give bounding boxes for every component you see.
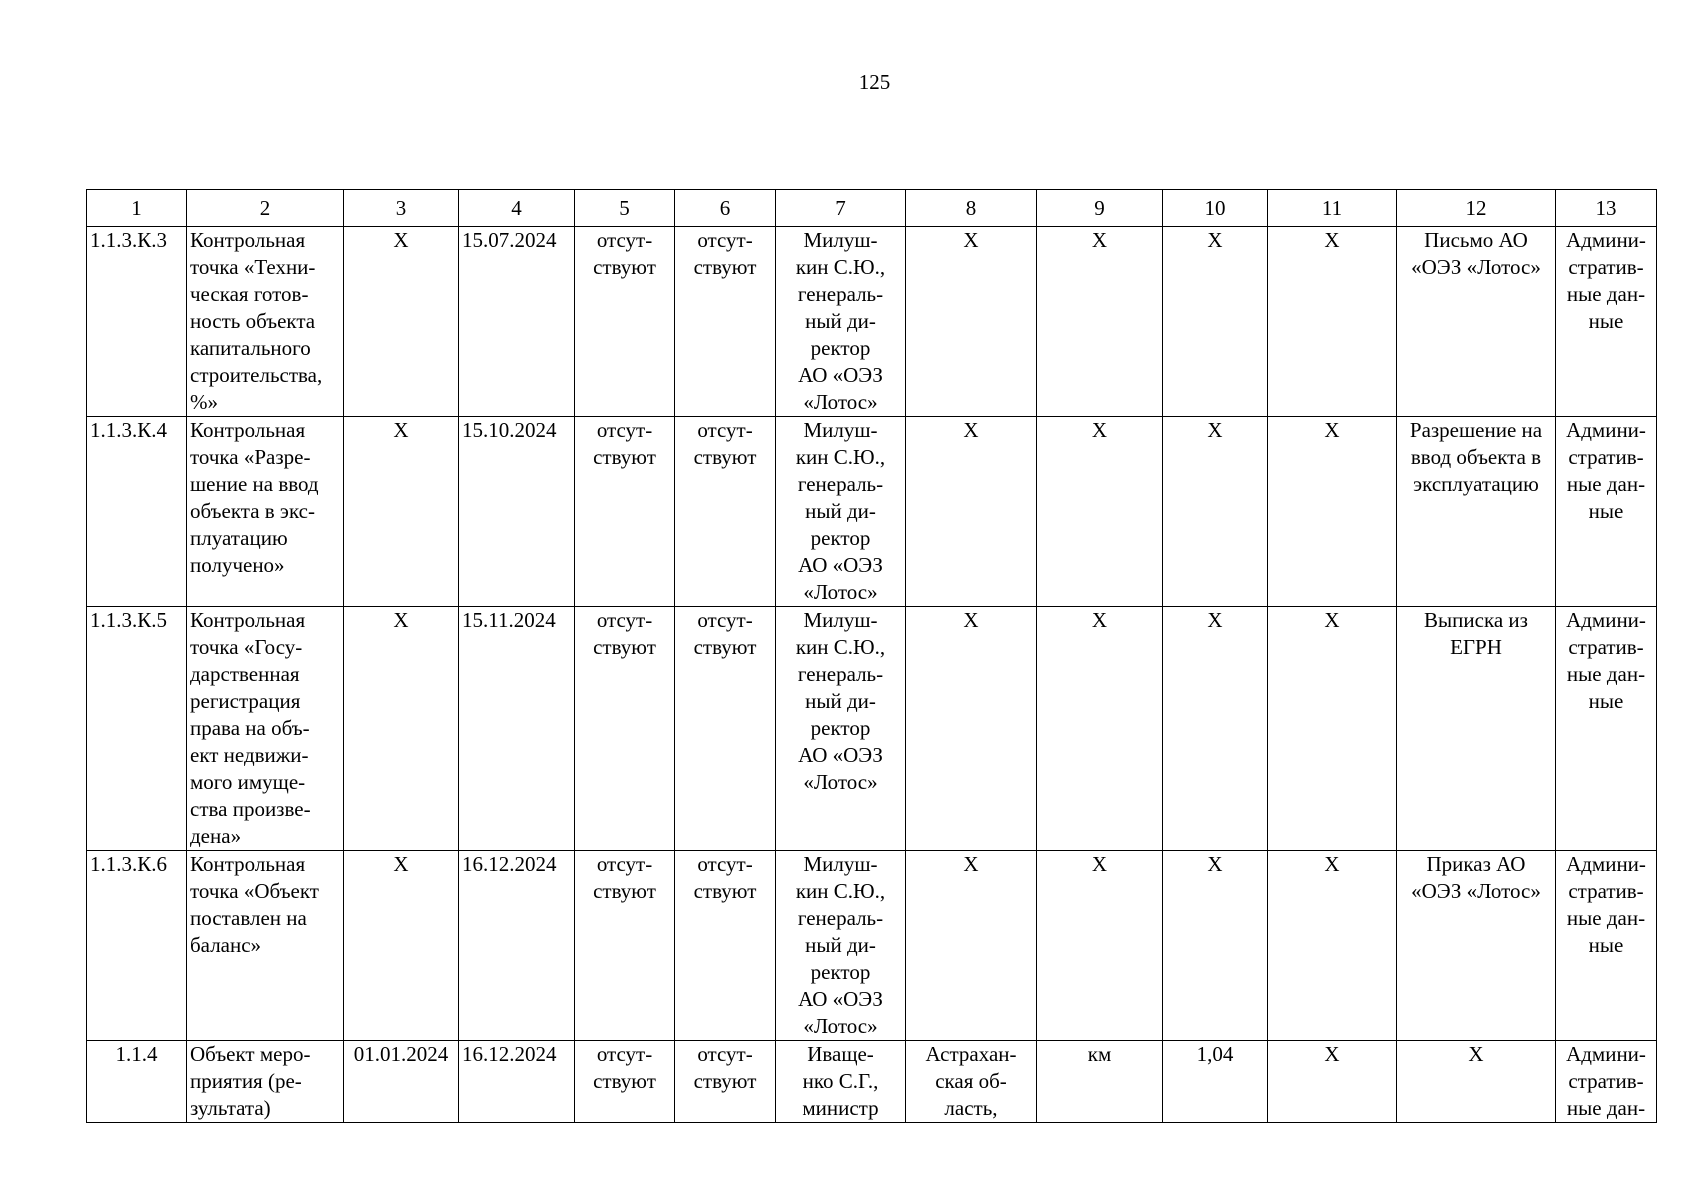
cell-text-line: «Лотос» bbox=[803, 390, 878, 414]
cell-text-line: объекта в экс- bbox=[190, 499, 315, 523]
cell-text-line: дарственная bbox=[190, 662, 300, 686]
table-cell bbox=[1397, 417, 1556, 607]
cell-text-line: АО «ОЭЗ bbox=[798, 743, 883, 767]
cell-text-line: «Лотос» bbox=[803, 580, 878, 604]
cell-text-line: генераль- bbox=[797, 282, 884, 306]
cell-text-line: 1.1.3.К.3 bbox=[90, 228, 168, 252]
table-cell bbox=[87, 227, 187, 417]
cell-text-line: кин С.Ю., bbox=[795, 879, 886, 903]
cell-text-line: ствуют bbox=[693, 255, 757, 279]
table-cell bbox=[1397, 1041, 1556, 1123]
cell-text-line: поставлен на bbox=[190, 906, 307, 930]
cell-text-line: отсут- bbox=[596, 228, 653, 252]
cell-text-line: ректор bbox=[810, 336, 871, 360]
cell-text-line: стратив- bbox=[1568, 635, 1644, 659]
cell-text-line: ект недвижи- bbox=[190, 743, 309, 767]
table-cell bbox=[87, 851, 187, 1041]
table-cell bbox=[906, 607, 1037, 851]
cell-text-line: министр bbox=[802, 1096, 879, 1120]
cell-text-line: Админи- bbox=[1566, 1042, 1646, 1066]
table-cell bbox=[1163, 851, 1268, 1041]
cell-text-line: нко С.Г., bbox=[802, 1069, 879, 1093]
cell-text-line: 1.1.4 bbox=[115, 1042, 158, 1066]
cell-text-line: Х bbox=[1207, 228, 1223, 252]
cell-text-line: Х bbox=[393, 852, 409, 876]
cell-text-line: ные дан- bbox=[1566, 1096, 1646, 1120]
column-header: 2 bbox=[187, 190, 344, 227]
cell-text-line: ректор bbox=[810, 960, 871, 984]
cell-text-line: кин С.Ю., bbox=[795, 445, 886, 469]
cell-text-line: ректор bbox=[810, 716, 871, 740]
cell-text-line: точка «Госу- bbox=[190, 635, 303, 659]
cell-text-line: точка «Техни- bbox=[190, 255, 316, 279]
cell-text-line: ный ди- bbox=[805, 933, 876, 957]
cell-text-line: генераль- bbox=[797, 906, 884, 930]
cell-text-line: дена» bbox=[190, 824, 242, 848]
cell-text-line: Х bbox=[1207, 418, 1223, 442]
table-cell bbox=[187, 1041, 344, 1123]
cell-text-line: Контрольная bbox=[190, 852, 306, 876]
table-cell bbox=[1397, 607, 1556, 851]
table-cell bbox=[1556, 851, 1657, 1041]
cell-text-line: 1,04 bbox=[1196, 1042, 1234, 1066]
cell-text-line: Х bbox=[1324, 852, 1340, 876]
cell-text-line: 01.01.2024 bbox=[353, 1042, 449, 1066]
column-header: 5 bbox=[575, 190, 675, 227]
cell-text-line: 16.12.2024 bbox=[462, 1042, 557, 1066]
table-cell bbox=[344, 851, 459, 1041]
cell-text-line: приятия (ре- bbox=[190, 1069, 302, 1093]
cell-text-line: Милуш- bbox=[803, 608, 878, 632]
cell-text-line: ствуют bbox=[693, 635, 757, 659]
cell-text-line: 1.1.3.К.4 bbox=[90, 418, 168, 442]
cell-text-line: Х bbox=[1324, 608, 1340, 632]
cell-text-line: 15.07.2024 bbox=[462, 228, 557, 252]
cell-text-line: ные дан- bbox=[1566, 662, 1646, 686]
table-cell bbox=[575, 851, 675, 1041]
cell-text-line: Х bbox=[1324, 1042, 1340, 1066]
cell-text-line: Астрахан- bbox=[925, 1042, 1017, 1066]
table-cell bbox=[1268, 417, 1397, 607]
cell-text-line: Х bbox=[963, 228, 979, 252]
cell-text-line: Письмо АО bbox=[1424, 228, 1528, 252]
cell-text-line: ные bbox=[1588, 933, 1624, 957]
table-row bbox=[87, 851, 1657, 1041]
cell-text-line: 1.1.3.К.5 bbox=[90, 608, 168, 632]
cell-text-line: ный ди- bbox=[805, 499, 876, 523]
table-cell bbox=[1397, 851, 1556, 1041]
cell-text-line: отсут- bbox=[697, 228, 753, 252]
cell-text-line: 15.10.2024 bbox=[462, 418, 557, 442]
table-cell bbox=[1556, 1041, 1657, 1123]
cell-text-line: Админи- bbox=[1566, 228, 1646, 252]
cell-text-line: зультата) bbox=[190, 1096, 271, 1120]
cell-text-line: «Лотос» bbox=[803, 770, 878, 794]
cell-text-line: капитального bbox=[190, 336, 311, 360]
cell-text-line: ская об- bbox=[935, 1069, 1007, 1093]
table-cell bbox=[675, 1041, 776, 1123]
cell-text-line: Контрольная bbox=[190, 228, 306, 252]
cell-text-line: кин С.Ю., bbox=[795, 255, 886, 279]
cell-text-line: ствуют bbox=[693, 1069, 757, 1093]
table-cell bbox=[1163, 227, 1268, 417]
table-row bbox=[87, 227, 1657, 417]
cell-text-line: 1.1.3.К.6 bbox=[90, 852, 168, 876]
table-cell bbox=[1268, 607, 1397, 851]
cell-text-line: ный ди- bbox=[805, 309, 876, 333]
table-row bbox=[87, 417, 1657, 607]
table-cell bbox=[1397, 227, 1556, 417]
cell-text-line: отсут- bbox=[596, 418, 653, 442]
cell-text-line: «ОЭЗ «Лотос» bbox=[1411, 879, 1541, 903]
column-header: 7 bbox=[776, 190, 906, 227]
cell-text-line: ный ди- bbox=[805, 689, 876, 713]
cell-text-line: отсут- bbox=[697, 852, 753, 876]
cell-text-line: Админи- bbox=[1566, 418, 1646, 442]
table-cell bbox=[1556, 227, 1657, 417]
table-cell bbox=[1037, 227, 1163, 417]
table-cell bbox=[87, 607, 187, 851]
cell-text-line: отсут- bbox=[697, 418, 753, 442]
table-cell bbox=[459, 1041, 575, 1123]
cell-text-line: Контрольная bbox=[190, 608, 306, 632]
column-header: 4 bbox=[459, 190, 575, 227]
table-cell bbox=[776, 227, 906, 417]
cell-text-line: ласть, bbox=[944, 1096, 998, 1120]
column-header: 13 bbox=[1556, 190, 1657, 227]
table-cell bbox=[87, 1041, 187, 1123]
cell-text-line: ствуют bbox=[693, 879, 757, 903]
cell-text-line: Х bbox=[963, 852, 979, 876]
table-cell bbox=[776, 607, 906, 851]
table-cell bbox=[187, 851, 344, 1041]
cell-text-line: отсут- bbox=[596, 608, 653, 632]
page-number: 125 bbox=[858, 70, 891, 94]
cell-text-line: стратив- bbox=[1568, 255, 1644, 279]
cell-text-line: ствуют bbox=[593, 1069, 656, 1093]
cell-text-line: Х bbox=[1091, 228, 1108, 252]
cell-text-line: ческая готов- bbox=[190, 282, 309, 306]
cell-text-line: Объект меро- bbox=[190, 1042, 311, 1066]
table-cell bbox=[776, 851, 906, 1041]
cell-text-line: Разрешение на bbox=[1409, 418, 1543, 442]
table-cell bbox=[906, 227, 1037, 417]
table-cell bbox=[776, 1041, 906, 1123]
table-cell bbox=[575, 227, 675, 417]
table-cell bbox=[1163, 607, 1268, 851]
table-cell bbox=[344, 417, 459, 607]
cell-text-line: ные дан- bbox=[1566, 906, 1646, 930]
cell-text-line: %» bbox=[190, 390, 218, 414]
column-header: 8 bbox=[906, 190, 1037, 227]
cell-text-line: баланс» bbox=[190, 933, 262, 957]
cell-text-line: Милуш- bbox=[803, 228, 878, 252]
table-cell bbox=[459, 851, 575, 1041]
table-cell bbox=[675, 227, 776, 417]
cell-text-line: ЕГРН bbox=[1450, 635, 1502, 659]
cell-text-line: Х bbox=[393, 608, 409, 632]
table-cell bbox=[1268, 227, 1397, 417]
cell-text-line: отсут- bbox=[596, 1042, 653, 1066]
cell-text-line: ректор bbox=[810, 526, 871, 550]
table-cell bbox=[1556, 417, 1657, 607]
table-cell bbox=[344, 1041, 459, 1123]
cell-text-line: ность объекта bbox=[190, 309, 316, 333]
cell-text-line: эксплуатацию bbox=[1413, 472, 1539, 496]
column-header: 1 bbox=[87, 190, 187, 227]
column-header: 12 bbox=[1397, 190, 1556, 227]
cell-text-line: Приказ АО bbox=[1426, 852, 1526, 876]
cell-text-line: км bbox=[1087, 1042, 1112, 1066]
table-cell bbox=[187, 227, 344, 417]
cell-text-line: Иваще- bbox=[807, 1042, 874, 1066]
cell-text-line: ввод объекта в bbox=[1410, 445, 1542, 469]
cell-text-line: отсут- bbox=[697, 608, 753, 632]
cell-text-line: Х bbox=[963, 418, 979, 442]
cell-text-line: точка «Разре- bbox=[190, 445, 311, 469]
column-header: 11 bbox=[1268, 190, 1397, 227]
table-cell bbox=[906, 1041, 1037, 1123]
cell-text-line: мого имуще- bbox=[190, 770, 306, 794]
cell-text-line: ствуют bbox=[593, 445, 656, 469]
table-cell bbox=[1037, 607, 1163, 851]
cell-text-line: Милуш- bbox=[803, 418, 878, 442]
cell-text-line: шение на ввод bbox=[190, 472, 319, 496]
cell-text-line: отсут- bbox=[697, 1042, 753, 1066]
cell-text-line: регистрация bbox=[190, 689, 301, 713]
cell-text-line: Х bbox=[1207, 608, 1223, 632]
table-cell bbox=[1556, 607, 1657, 851]
cell-text-line: ствуют bbox=[593, 635, 656, 659]
table-cell bbox=[906, 417, 1037, 607]
cell-text-line: получено» bbox=[190, 553, 285, 577]
table-cell bbox=[1037, 417, 1163, 607]
cell-text-line: Х bbox=[393, 228, 409, 252]
data-table bbox=[86, 189, 1657, 1123]
header-row bbox=[87, 190, 1657, 227]
column-header: 6 bbox=[675, 190, 776, 227]
cell-text-line: АО «ОЭЗ bbox=[798, 363, 883, 387]
column-header: 10 bbox=[1163, 190, 1268, 227]
table-cell bbox=[1163, 417, 1268, 607]
table-cell bbox=[1163, 1041, 1268, 1123]
table-cell bbox=[459, 227, 575, 417]
cell-text-line: ствуют bbox=[593, 879, 656, 903]
table-cell bbox=[459, 607, 575, 851]
table-cell bbox=[459, 417, 575, 607]
cell-text-line: Х bbox=[1207, 852, 1223, 876]
table-cell bbox=[344, 607, 459, 851]
cell-text-line: «ОЭЗ «Лотос» bbox=[1411, 255, 1541, 279]
table-cell bbox=[187, 417, 344, 607]
cell-text-line: Х bbox=[393, 418, 409, 442]
table-cell bbox=[675, 851, 776, 1041]
cell-text-line: Х bbox=[1468, 1042, 1484, 1066]
table-cell bbox=[776, 417, 906, 607]
table-cell bbox=[1037, 1041, 1163, 1123]
cell-text-line: стратив- bbox=[1568, 445, 1644, 469]
cell-text-line: Админи- bbox=[1566, 852, 1646, 876]
cell-text-line: 16.12.2024 bbox=[462, 852, 557, 876]
cell-text-line: Х bbox=[1091, 418, 1108, 442]
table-cell bbox=[1037, 851, 1163, 1041]
cell-text-line: Х bbox=[963, 608, 979, 632]
cell-text-line: Х bbox=[1324, 418, 1340, 442]
cell-text-line: ствуют bbox=[693, 445, 757, 469]
cell-text-line: ные bbox=[1588, 689, 1624, 713]
table-cell bbox=[1268, 851, 1397, 1041]
table-cell bbox=[575, 607, 675, 851]
cell-text-line: АО «ОЭЗ bbox=[798, 987, 883, 1011]
table-cell bbox=[1268, 1041, 1397, 1123]
cell-text-line: точка «Объект bbox=[190, 879, 319, 903]
cell-text-line: Х bbox=[1324, 228, 1340, 252]
column-header: 9 bbox=[1037, 190, 1163, 227]
column-header: 3 bbox=[344, 190, 459, 227]
cell-text-line: права на объ- bbox=[190, 716, 310, 740]
cell-text-line: ные дан- bbox=[1566, 472, 1646, 496]
cell-text-line: кин С.Ю., bbox=[795, 635, 886, 659]
cell-text-line: 15.11.2024 bbox=[462, 608, 556, 632]
table-cell bbox=[187, 607, 344, 851]
cell-text-line: генераль- bbox=[797, 662, 884, 686]
table-row bbox=[87, 1041, 1657, 1123]
cell-text-line: ства произве- bbox=[190, 797, 311, 821]
table-cell bbox=[675, 417, 776, 607]
table-cell bbox=[906, 851, 1037, 1041]
cell-text-line: «Лотос» bbox=[803, 1014, 878, 1038]
cell-text-line: ные bbox=[1588, 309, 1624, 333]
cell-text-line: ные дан- bbox=[1566, 282, 1646, 306]
table-cell bbox=[87, 417, 187, 607]
cell-text-line: Х bbox=[1091, 852, 1108, 876]
cell-text-line: Милуш- bbox=[803, 852, 878, 876]
cell-text-line: стратив- bbox=[1568, 1069, 1644, 1093]
cell-text-line: стратив- bbox=[1568, 879, 1644, 903]
cell-text-line: АО «ОЭЗ bbox=[798, 553, 883, 577]
table-cell bbox=[675, 607, 776, 851]
cell-text-line: Х bbox=[1091, 608, 1108, 632]
table-cell bbox=[575, 1041, 675, 1123]
table-cell bbox=[344, 227, 459, 417]
cell-text-line: отсут- bbox=[596, 852, 653, 876]
cell-text-line: строительства, bbox=[190, 363, 323, 387]
table-cell bbox=[575, 417, 675, 607]
cell-text-line: ствуют bbox=[593, 255, 656, 279]
cell-text-line: ные bbox=[1588, 499, 1624, 523]
cell-text-line: генераль- bbox=[797, 472, 884, 496]
cell-text-line: Выписка из bbox=[1424, 608, 1528, 632]
cell-text-line: Админи- bbox=[1566, 608, 1646, 632]
cell-text-line: Контрольная bbox=[190, 418, 306, 442]
table-row bbox=[87, 607, 1657, 851]
cell-text-line: плуатацию bbox=[190, 526, 288, 550]
